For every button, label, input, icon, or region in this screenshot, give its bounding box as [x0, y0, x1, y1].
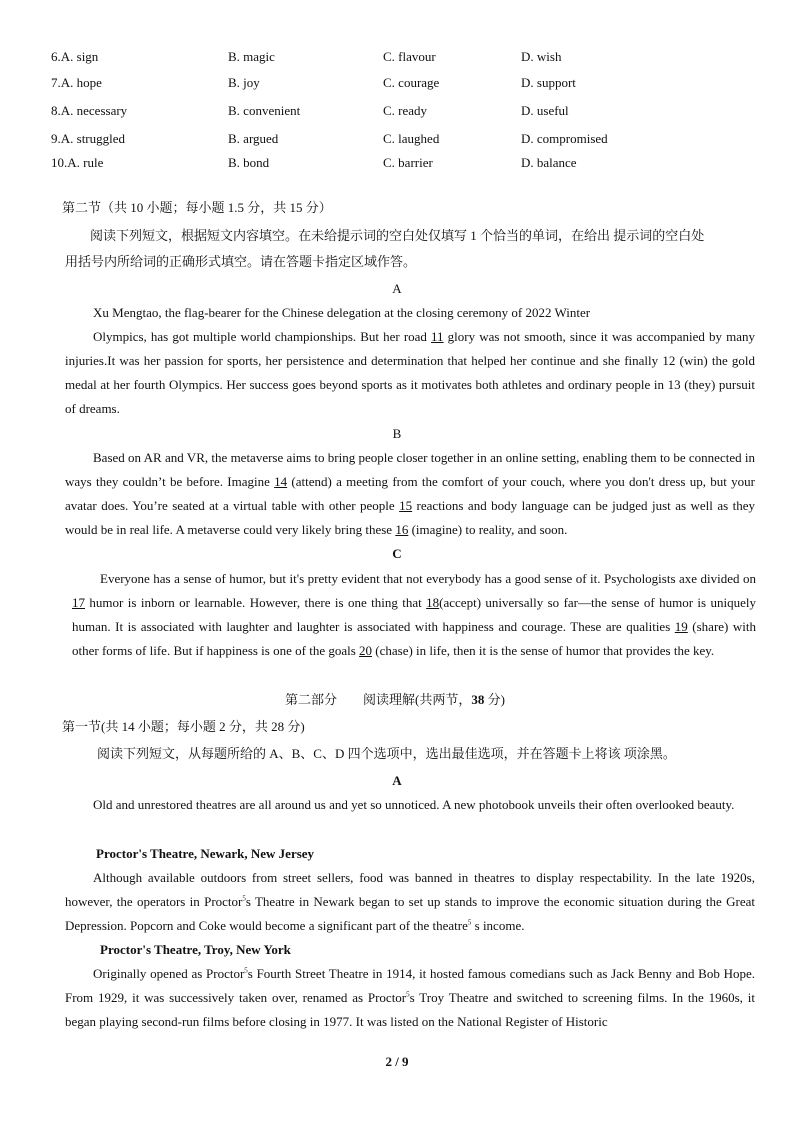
option-9d: D. compromised [521, 131, 608, 146]
section2-instructions-line2: 用括号内所给词的正确形式填空。请在答题卡指定区域作答。 [65, 254, 417, 269]
passage-b-body: Based on AR and VR, the metaverse aims to bring people closer together in an online setting, enabling them to be connected in ways they couldn’t be before. Imagine 14 (attend) a meeting from the comfort of your couch, where you don't dress up, but your avatar does. You’re seated at a virtual table with other people 15 reactions and body language can be judged just as well as they would be in real life. A metaverse could very likely bring these 16 (imagine) to reality, and soon. [65, 450, 756, 537]
reading-a-troy-body: Originally opened as Proctor$^5$s Fourth Street Theatre in 1914, it hosted famous comedians such as Jack Benny and Bob Hope. From 1929, it was successively taken over, renamed as Proctor$^5$s Troy Theatre and switched to screening films. In the 1960s, it began playing second-run films before closing in 1977. It was listed on the National Register of Historic [65, 966, 755, 1029]
blank-20: 20 [359, 643, 373, 658]
option-6c: C. flavour [383, 49, 436, 64]
option-7c: C. courage [383, 75, 440, 90]
option-10a: 10.A. rule [51, 155, 104, 170]
blank-11: 11 [431, 329, 444, 344]
blank-17: 17 [72, 595, 85, 610]
option-9b: B. argued [228, 131, 279, 146]
blank-18: 18 [426, 595, 440, 610]
option-10c: C. barrier [383, 155, 433, 170]
reading-a-label: A [392, 773, 402, 788]
part2-section1-instructions: 阅读下列短文，从每题所给的 A、B、C、D 四个选项中，选出最佳选项，并在答题卡上将该 项涂黑。 [97, 746, 676, 761]
option-6b: B. magic [228, 49, 275, 64]
option-9c: C. laughed [383, 131, 440, 146]
blank-15: 15 [399, 498, 413, 513]
option-6d: D. wish [521, 49, 562, 64]
passage-c-label: C [392, 546, 402, 561]
option-7a: 7.A. hope [51, 75, 102, 90]
blank-16: 16 [395, 522, 409, 537]
option-8b: B. convenient [228, 103, 301, 118]
passage-b-label: B [392, 426, 402, 441]
option-9a: 9.A. struggled [51, 131, 126, 146]
part2-section1-header: 第一节(共 14 小题；每小题 2 分，共 28 分) [62, 719, 305, 734]
option-6a: 6.A. sign [51, 49, 99, 64]
blank-14: 14 [274, 474, 288, 489]
passage-a-body: Olympics, has got multiple world championships. But her road 11 glory was not smooth, since it was accompanied by many injuries.It was her passion for sports, her persistence and determination that helped her continue and she finally 12 (win) the gold medal at her fourth Olympics. Her success goes beyond sports as it motivates both athletes and ordinary people in 13 (they) pursuit of dreams. [65, 329, 755, 416]
option-8c: C. ready [383, 103, 428, 118]
passage-c-body: Everyone has a sense of humor, but it's pretty evident that not everybody has a good sense of it. Psychologists axe divided on 17 humor is inborn or learnable. However, there is one thing that 18(accept) universally so far—the sense of humor is uniquely human. It is associated with laughter and laughter is associated with happiness and courage. These are qualities 19 (share) with other forms of life. But if happiness is one of the goals 20 (chase) in life, then it is the sense of humor that provides the key. [72, 571, 757, 658]
option-8d: D. useful [521, 103, 569, 118]
option-7d: D. support [521, 75, 576, 90]
blank-19: 19 [674, 619, 688, 634]
part2-title: 第二部分 阅读理解(共两节，38 分) [285, 692, 505, 707]
option-7b: B. joy [228, 75, 260, 90]
reading-a-newark-body: Although available outdoors from street sellers, food was banned in theatres to display respectability. In the late 1920s, however, the operators in Proctor$^5$s Theatre in Newark began to set up stands to improve the economic situation during the Great Depression. Popcorn and Coke would become a significant part of the theatre$^5$ s income. [65, 870, 755, 933]
passage-a-label: A [392, 281, 402, 296]
reading-a-heading-newark: Proctor's Theatre, Newark, New Jersey [96, 846, 315, 861]
reading-a-heading-troy: Proctor's Theatre, Troy, New York [100, 942, 291, 957]
reading-a-intro: Old and unrestored theatres are all around us and yet so unnoticed. A new photobook unveils their often overlooked beauty. [93, 797, 735, 812]
section2-header: 第二节（共 10 小题；每小题 1.5 分，共 15 分） [62, 200, 332, 215]
option-8a: 8.A. necessary [51, 103, 128, 118]
page-number: 2 / 9 [385, 1054, 409, 1069]
option-10d: D. balance [521, 155, 577, 170]
passage-a-line1: Xu Mengtao, the flag-bearer for the Chinese delegation at the closing ceremony of 2022 Winter [93, 305, 591, 320]
option-10b: B. bond [228, 155, 270, 170]
section2-instructions-line1: 阅读下列短文，根据短文内容填空。在未给提示词的空白处仅填写 1 个恰当的单词，在给出 提示词的空白处 [90, 228, 705, 243]
